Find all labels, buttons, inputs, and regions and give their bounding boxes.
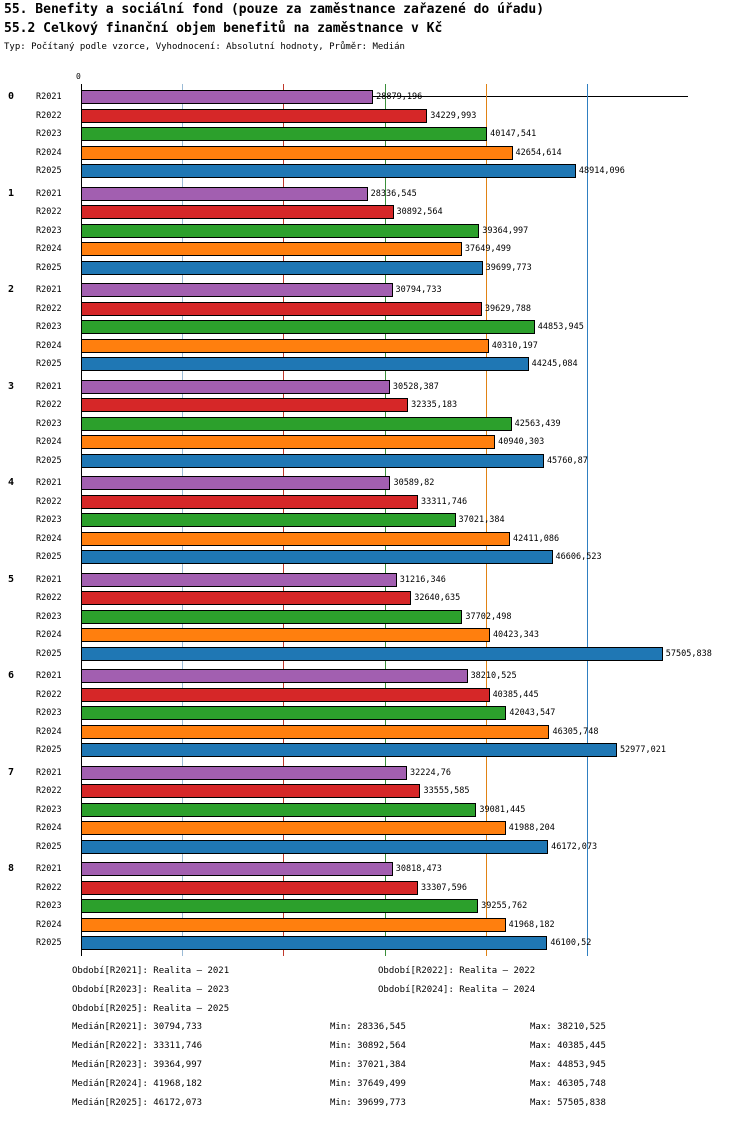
bar-R2024[interactable] (81, 242, 462, 256)
bar-value-label: 32224,76 (410, 767, 451, 778)
bar-row-label: R2022 (36, 786, 62, 796)
statistics-row (0, 1060, 750, 1078)
bar-row-label: R2022 (36, 303, 62, 314)
bar-row-label: R2022 (36, 689, 62, 700)
bar-R2022[interactable] (81, 784, 420, 798)
bar-row-label: R2021 (36, 671, 62, 681)
bar-row[interactable] (36, 319, 750, 335)
bar-row[interactable] (36, 820, 750, 836)
bar-R2021[interactable] (81, 669, 468, 683)
bar-row-label: R2024 (36, 437, 62, 447)
bar-row-label: R2025 (36, 552, 62, 562)
bar-row-label: R2025 (36, 745, 62, 755)
bar-R2024[interactable] (81, 628, 490, 642)
bar-row[interactable] (36, 572, 750, 588)
bar-R2025[interactable] (81, 454, 544, 468)
bar-row[interactable] (36, 204, 750, 220)
bar-value-label: 31216,346 (399, 574, 446, 585)
bar-R2024[interactable] (81, 339, 489, 353)
bar-row[interactable] (36, 627, 750, 643)
bar-value-label: 42043,547 (509, 708, 556, 718)
bar-row[interactable] (36, 646, 750, 662)
bar-row-label: R2021 (36, 864, 62, 874)
stat-median: Medián[R2025]: 46172,073 (72, 1098, 203, 1108)
bar-row[interactable] (36, 338, 750, 354)
stat-max: Max: 38210,525 (530, 1022, 606, 1032)
bar-row-label: R2025 (36, 648, 62, 659)
bar-value-label: 40147,541 (490, 129, 537, 139)
bar-R2023[interactable] (81, 127, 487, 141)
bar-row[interactable] (36, 765, 750, 781)
bar-row[interactable] (36, 89, 750, 105)
bar-row-label: R2023 (36, 804, 62, 815)
legend-entry: Období[R2024]: Realita – 2024 (378, 985, 536, 995)
group-label: 5 (8, 573, 15, 585)
bar-R2025[interactable] (81, 840, 548, 854)
bar-row[interactable] (36, 379, 750, 395)
bar-row[interactable] (36, 724, 750, 740)
bar-row-label: R2021 (36, 574, 62, 585)
bar-value-label: 42654,614 (515, 147, 562, 158)
bar-row-label: R2021 (36, 285, 62, 295)
bar-row[interactable] (36, 802, 750, 818)
bar-row[interactable] (36, 898, 750, 914)
bar-value-label: 46100,52 (550, 938, 592, 948)
bar-R2021[interactable] (81, 380, 390, 394)
bar-value-label: 32640,635 (414, 593, 461, 603)
bar-row-label: R2024 (36, 147, 62, 158)
group-label: 0 (8, 91, 15, 102)
bar-row[interactable] (36, 917, 750, 933)
bar-row-label: R2022 (36, 882, 62, 893)
bar-value-label: 37021,384 (458, 515, 505, 525)
statistics-row (0, 1022, 750, 1040)
bar-row[interactable] (36, 397, 750, 413)
statistics-row (0, 1079, 750, 1097)
bar-row[interactable] (36, 163, 750, 179)
bar-R2025[interactable] (81, 164, 576, 178)
bar-value-label: 30794,733 (395, 285, 442, 295)
bar-R2024[interactable] (81, 918, 506, 932)
bar-R2025[interactable] (81, 647, 663, 661)
bar-R2023[interactable] (81, 803, 476, 817)
bar-R2022[interactable] (81, 398, 408, 412)
bar-row-label: R2022 (36, 593, 62, 603)
bar-row[interactable] (36, 783, 750, 799)
bar-row-label: R2022 (36, 496, 62, 507)
statistics-row (0, 1041, 750, 1059)
stat-median: Medián[R2023]: 39364,997 (72, 1060, 203, 1070)
bar-row-label: R2023 (36, 515, 62, 525)
stat-min: Min: 37021,384 (330, 1060, 406, 1070)
bar-value-label: 40310,197 (491, 340, 538, 351)
bar-row-label: R2024 (36, 244, 62, 254)
bar-row-label: R2023 (36, 418, 62, 429)
bar-row-label: R2021 (36, 92, 62, 102)
bar-value-label: 39629,788 (484, 303, 531, 314)
bar-value-label: 48914,096 (578, 166, 625, 176)
bar-R2023[interactable] (81, 417, 512, 431)
bar-value-label: 39081,445 (479, 804, 526, 815)
bar-row-label: R2023 (36, 901, 62, 911)
bar-row[interactable] (36, 241, 750, 257)
bar-row-label: R2023 (36, 708, 62, 718)
bar-row-label: R2025 (36, 359, 62, 369)
bar-R2024[interactable] (81, 146, 513, 160)
bar-row-label: R2023 (36, 322, 62, 332)
bar-row-label: R2024 (36, 630, 62, 640)
stat-max: Max: 57505,838 (530, 1098, 606, 1108)
bar-R2025[interactable] (81, 261, 483, 275)
bar-R2022[interactable] (81, 109, 427, 123)
bar-R2023[interactable] (81, 224, 479, 238)
page-title: 55. Benefity a sociální fond (pouze za zaměstnance zařazené do úřadu) (4, 2, 545, 17)
stat-max: Max: 46305,748 (530, 1079, 606, 1089)
bar-R2024[interactable] (81, 435, 495, 449)
bar-row-label: R2025 (36, 166, 62, 176)
stat-median: Medián[R2021]: 30794,733 (72, 1022, 203, 1032)
bar-R2025[interactable] (81, 550, 553, 564)
bar-value-label: 28336,545 (370, 188, 417, 199)
bar-row-label: R2024 (36, 340, 62, 351)
group-label: 1 (8, 187, 15, 199)
legend-entry: Období[R2023]: Realita – 2023 (72, 985, 230, 995)
bar-value-label: 32335,183 (411, 400, 458, 410)
stat-min: Min: 39699,773 (330, 1098, 406, 1108)
bar-row-label: R2025 (36, 262, 62, 273)
bar-row[interactable] (36, 186, 750, 202)
page-subtitle-title: 55.2 Celkový finanční objem benefitů na zaměstnance v Kč (4, 21, 443, 36)
group-label: 2 (8, 284, 15, 295)
bar-row[interactable] (36, 282, 750, 298)
bar-R2025[interactable] (81, 743, 617, 757)
bar-row-label: R2023 (36, 225, 62, 236)
group-label: 3 (8, 380, 15, 392)
bar-row[interactable] (36, 301, 750, 317)
bar-row[interactable] (36, 475, 750, 491)
bar-value-label: 39364,997 (482, 225, 529, 236)
bar-row[interactable] (36, 494, 750, 510)
bar-row[interactable] (36, 416, 750, 432)
bar-row-label: R2021 (36, 381, 62, 392)
bar-value-label: 33555,585 (423, 786, 470, 796)
bar-row[interactable] (36, 126, 750, 142)
stat-min: Min: 28336,545 (330, 1022, 406, 1032)
bar-row-label: R2024 (36, 823, 62, 833)
bar-value-label: 46172,073 (551, 841, 598, 852)
statistics-row (0, 1098, 750, 1116)
bar-row-label: R2023 (36, 129, 62, 139)
bar-row-label: R2024 (36, 726, 62, 737)
bar-row[interactable] (36, 453, 750, 469)
bar-row-label: R2025 (36, 841, 62, 852)
axis-zero-label: 0 (76, 72, 81, 81)
bar-value-label: 30589,82 (393, 478, 435, 488)
bar-value-label: 41988,204 (508, 823, 555, 833)
bar-row[interactable] (36, 223, 750, 239)
bar-value-label: 40385,445 (492, 689, 539, 700)
bar-row-label: R2023 (36, 611, 62, 622)
bar-value-label: 42411,086 (513, 533, 560, 544)
bar-R2022[interactable] (81, 302, 482, 316)
bar-value-label: 44245,084 (531, 359, 578, 369)
bar-R2023[interactable] (81, 706, 506, 720)
bar-R2022[interactable] (81, 881, 418, 895)
bar-R2021[interactable] (81, 862, 393, 876)
bar-value-label: 37649,499 (464, 244, 511, 254)
bar-row[interactable] (36, 108, 750, 124)
bar-value-label: 28879,196 (376, 92, 423, 102)
bar-R2021[interactable] (81, 283, 393, 297)
bar-row[interactable] (36, 687, 750, 703)
stat-median: Medián[R2024]: 41968,182 (72, 1079, 203, 1089)
bar-row-label: R2022 (36, 110, 62, 121)
bar-row-label: R2022 (36, 207, 62, 217)
bar-value-label: 45760,87 (546, 455, 588, 466)
bar-value-label: 46606,523 (555, 552, 602, 562)
bar-R2024[interactable] (81, 532, 510, 546)
bar-R2021[interactable] (81, 476, 390, 490)
bar-R2022[interactable] (81, 495, 418, 509)
bar-row[interactable] (36, 356, 750, 372)
bar-row-label: R2022 (36, 400, 62, 410)
bar-value-label: 40940,303 (498, 437, 545, 447)
bar-row[interactable] (36, 145, 750, 161)
bar-row[interactable] (36, 668, 750, 684)
bar-R2022[interactable] (81, 688, 490, 702)
bar-value-label: 30528,387 (392, 381, 439, 392)
legend-entry: Období[R2021]: Realita – 2021 (72, 966, 230, 976)
stat-max: Max: 40385,445 (530, 1041, 606, 1051)
bar-value-label: 52977,021 (619, 745, 666, 755)
bar-value-label: 38210,525 (470, 671, 517, 681)
bar-row[interactable] (36, 434, 750, 450)
bar-row[interactable] (36, 742, 750, 758)
stat-max: Max: 44853,945 (530, 1060, 606, 1070)
bar-value-label: 39699,773 (485, 262, 532, 273)
bar-R2021[interactable] (81, 90, 373, 104)
bar-row-label: R2024 (36, 533, 62, 544)
group-label: 7 (8, 766, 15, 778)
group-label: 8 (8, 863, 15, 874)
bar-row[interactable] (36, 935, 750, 951)
bar-value-label: 42563,439 (514, 418, 561, 429)
bar-value-label: 57505,838 (665, 648, 712, 659)
stat-min: Min: 37649,499 (330, 1079, 406, 1089)
bar-row-label: R2021 (36, 188, 62, 199)
bar-R2023[interactable] (81, 513, 456, 527)
bar-value-label: 33311,746 (421, 496, 468, 507)
bar-R2023[interactable] (81, 320, 535, 334)
bar-value-label: 40423,343 (492, 630, 539, 640)
bar-R2024[interactable] (81, 725, 549, 739)
bar-value-label: 33307,596 (420, 882, 468, 893)
bar-value-label: 37702,498 (465, 611, 512, 622)
bar-value-label: 34229,993 (430, 110, 477, 121)
bar-value-label: 39255,762 (481, 901, 528, 911)
stat-min: Min: 30892,564 (330, 1041, 406, 1051)
bar-R2023[interactable] (81, 610, 462, 624)
bar-row[interactable] (36, 705, 750, 721)
bar-R2025[interactable] (81, 357, 529, 371)
bar-row-label: R2021 (36, 767, 62, 778)
bar-row-label: R2025 (36, 938, 62, 948)
bar-row[interactable] (36, 260, 750, 276)
group-label: 4 (8, 477, 15, 488)
bar-R2023[interactable] (81, 899, 478, 913)
bar-row-label: R2024 (36, 919, 62, 930)
bar-value-label: 41968,182 (508, 919, 555, 930)
bar-R2021[interactable] (81, 187, 368, 201)
bar-row[interactable] (36, 839, 750, 855)
bar-value-label: 46305,748 (552, 726, 599, 737)
bar-row[interactable] (36, 861, 750, 877)
bar-R2022[interactable] (81, 591, 411, 605)
chart-meta-line: Typ: Počítaný podle vzorce, Vyhodnocení: Absolutní hodnoty, Průměr: Medián (4, 42, 405, 52)
bar-row[interactable] (36, 609, 750, 625)
bar-value-label: 30818,473 (395, 864, 442, 874)
bar-value-label: 44853,945 (537, 322, 584, 332)
group-label: 6 (8, 670, 15, 681)
stat-median: Medián[R2022]: 33311,746 (72, 1041, 203, 1051)
bar-R2021[interactable] (81, 766, 407, 780)
legend-entry: Období[R2022]: Realita – 2022 (378, 966, 536, 976)
bar-row[interactable] (36, 549, 750, 565)
bar-R2025[interactable] (81, 936, 547, 950)
bar-R2024[interactable] (81, 821, 506, 835)
bar-row-label: R2021 (36, 478, 62, 488)
bar-R2022[interactable] (81, 205, 394, 219)
bar-row[interactable] (36, 880, 750, 896)
bar-chart-plot (0, 84, 750, 956)
bar-row[interactable] (36, 590, 750, 606)
bar-value-label: 30892,564 (396, 207, 443, 217)
bar-row[interactable] (36, 531, 750, 547)
bar-row-label: R2025 (36, 455, 62, 466)
legend-entry: Období[R2025]: Realita – 2025 (72, 1004, 230, 1014)
bar-R2021[interactable] (81, 573, 397, 587)
bar-row[interactable] (36, 512, 750, 528)
